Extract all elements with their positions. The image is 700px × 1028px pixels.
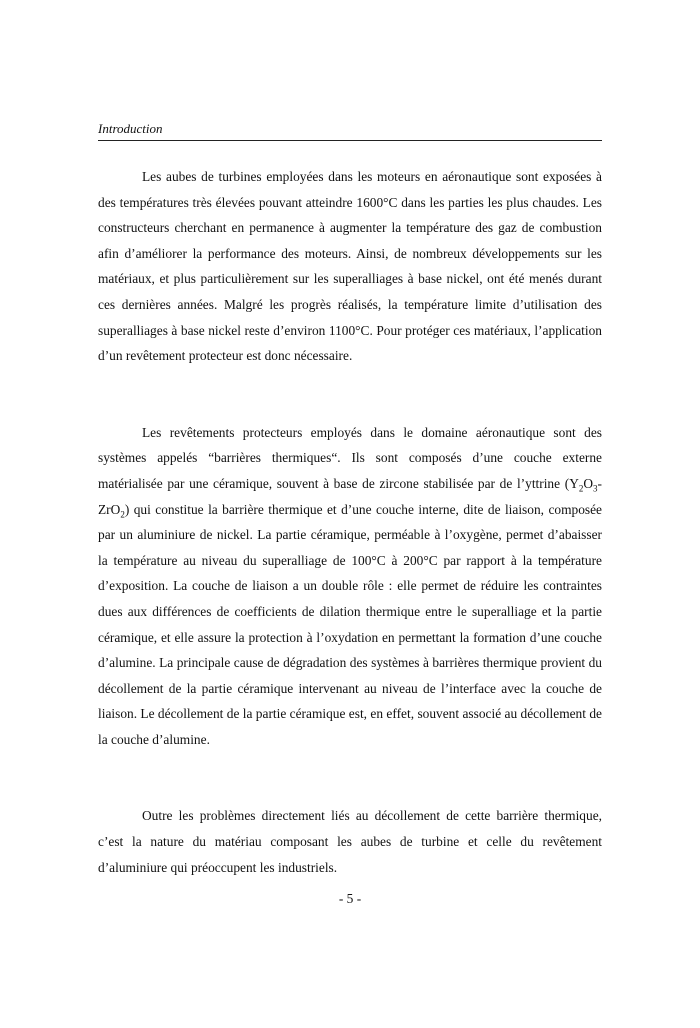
paragraph-1: Les aubes de turbines employées dans les moteurs en aéronautique sont exposées à des températures très élevées pouvant atteindre 1600°C dans les parties les plus chaudes. Les constructeurs cherchant en permanence à augmenter la température des gaz de combustion afin d’améliorer la performance des moteurs. Ainsi, de nombreux développements sur les matériaux, et plus particulièrement sur les superalliages à base nickel, ont été menés durant ces dernières années. Malgré les progrès réalisés, la température limite d’utilisation des superalliages à base nickel reste d’environ 1100°C. Pour protéger ces matériaux, l’application d’un revêtement protecteur est donc nécessaire. (98, 169, 602, 364)
chemical-formula: $Y_2O_3-ZrO_2$ (98, 475, 602, 520)
page-number: - 5 - (338, 891, 362, 906)
body-text (98, 164, 602, 880)
paragraph-3: Outre les problèmes directement liés au décollement de cette barrière thermique, c’est la nature du matériau composant les aubes de turbine et celle du revêtement d’aluminiure qui préoccupent les industriels. (98, 808, 602, 875)
page-header (98, 120, 602, 141)
paragraph-2-text-after: ) qui constitue la barrière thermique et d’une couche interne, dite de liaison, composée par un aluminiure de nickel. La partie céramique, perméable à l’oxygène, permet d’abaisser la température au niveau du superalliage de 100°C à 200°C par rapport à la température d’exposition. La couche de liaison a un double rôle : elle permet de réduire les contraintes dues aux différences de coefficients de dilation thermique entre le superalliage et la partie céramique, et elle assure la protection à l’oxydation en permettant la formation d’une couche d’alumine. La principale cause de dégradation des systèmes à barrières thermique provient du décollement de la partie céramique intervenant au niveau de l’interface avec la couche de liaison. Le décollement de la partie céramique est, en effet, souvent associé au décollement de la couche d’alumine. (98, 501, 602, 747)
paragraph-2 (98, 420, 602, 753)
header-title: Introduction (98, 121, 163, 136)
paragraph-2-text-before: Les revêtements protecteurs employés dans le domaine aéronautique sont des systèmes appelés “barrières thermiques“. Ils sont composés d’une couche externe matérialisée par une céramique, souvent à base de zircone stabilisée par de l’yttrine ( (98, 424, 602, 491)
